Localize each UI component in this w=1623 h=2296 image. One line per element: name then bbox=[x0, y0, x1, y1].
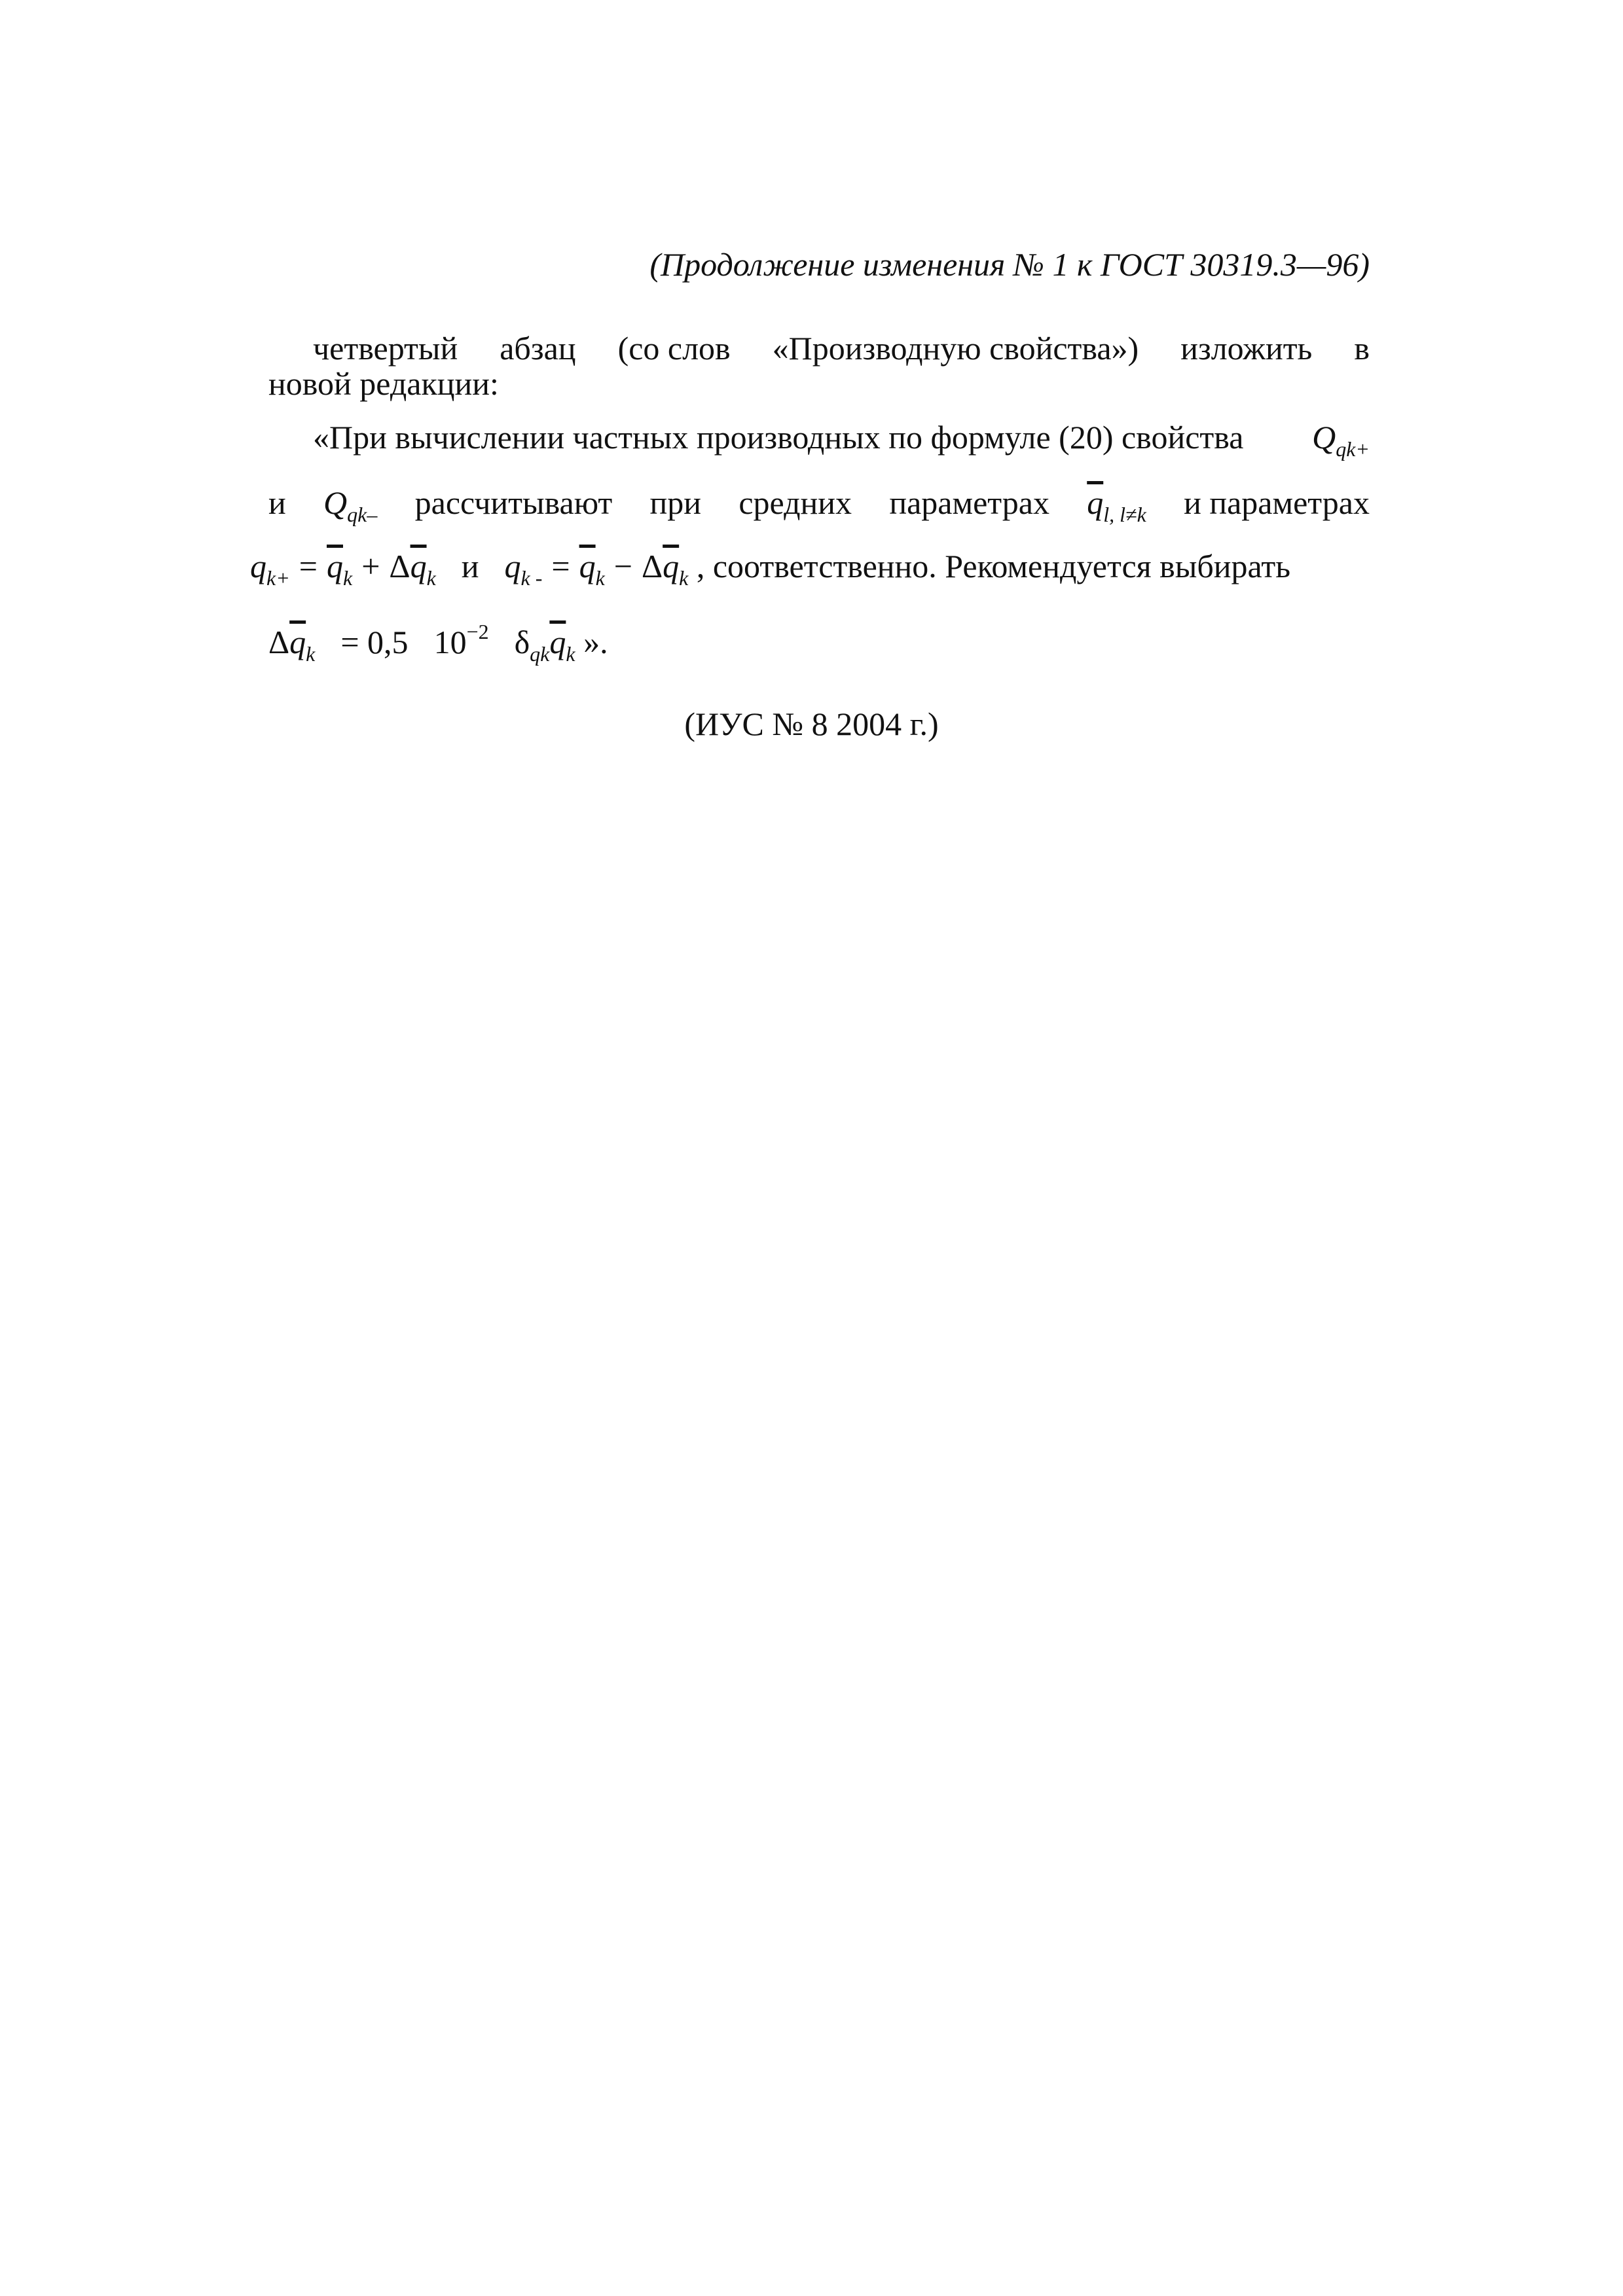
delta-symbol: Δ bbox=[389, 548, 410, 584]
var-q: q bbox=[504, 548, 521, 584]
subscript: qk bbox=[530, 642, 550, 666]
delta-symbol: Δ bbox=[268, 624, 290, 660]
word: рассчитывают bbox=[414, 484, 613, 521]
word: параметрах bbox=[889, 484, 1049, 521]
var-q-bar: $\overline{q}$ bbox=[410, 548, 427, 584]
word: и bbox=[268, 484, 286, 521]
formula-Q-qk-minus bbox=[323, 483, 377, 534]
subscript: k+ bbox=[266, 566, 290, 590]
subscript: l, l≠k bbox=[1103, 503, 1146, 526]
paragraph-2-line-3 bbox=[250, 547, 1290, 598]
var-q-bar: $\overline{q}$ bbox=[1087, 484, 1104, 521]
word: четвертый bbox=[313, 330, 458, 367]
var-q-bar: $\overline{q}$ bbox=[289, 624, 306, 660]
paragraph-2-line-4 bbox=[268, 612, 608, 673]
word: «Производную свойства») bbox=[772, 330, 1139, 367]
var-q: q bbox=[250, 548, 266, 584]
var-q-bar: $\overline{q}$ bbox=[549, 624, 566, 660]
equals-sign: = bbox=[551, 548, 570, 584]
subscript: qk+ bbox=[1336, 437, 1370, 461]
continuation-header: (Продолжение изменения № 1 к ГОСТ 30319.3—96) bbox=[649, 246, 1370, 283]
formula-Q-qk-plus bbox=[1312, 418, 1370, 469]
text-segment: = 0,5 bbox=[340, 624, 409, 660]
word: в bbox=[1354, 330, 1370, 367]
paragraph-2-line-1 bbox=[313, 418, 1370, 469]
formula-q-bar-l bbox=[1087, 483, 1146, 534]
plus-sign: + bbox=[361, 548, 380, 584]
closing-quote: ». bbox=[583, 624, 608, 660]
formula-q-k-plus bbox=[250, 548, 436, 590]
equals-sign: = bbox=[299, 548, 318, 584]
word: изложить bbox=[1180, 330, 1313, 367]
subscript: k bbox=[566, 642, 575, 666]
exponent: −2 bbox=[466, 620, 489, 643]
word: при bbox=[649, 484, 702, 521]
var-Q: Q bbox=[323, 484, 348, 521]
subscript: k bbox=[595, 566, 605, 590]
word: средних bbox=[739, 484, 852, 521]
subscript: k bbox=[679, 566, 689, 590]
source-reference: (ИУС № 8 2004 г.) bbox=[684, 706, 939, 742]
subscript: k - bbox=[520, 566, 543, 590]
subscript: k bbox=[306, 642, 316, 666]
formula-delta-qk-q-bar bbox=[514, 624, 575, 666]
minus-sign: − bbox=[613, 548, 632, 584]
word: и bbox=[461, 548, 479, 584]
var-q-bar: $\overline{q}$ bbox=[579, 548, 596, 584]
text-segment: «При вычислении частных производных по формуле (20) свойства bbox=[313, 419, 1244, 456]
word: (со слов bbox=[617, 330, 731, 367]
paragraph-1-line-1 bbox=[313, 329, 1370, 368]
formula-delta-q-bar bbox=[268, 624, 316, 666]
formula-power-of-ten bbox=[433, 620, 489, 660]
base-ten: 10 bbox=[433, 624, 467, 660]
small-delta-symbol: δ bbox=[514, 624, 530, 660]
paragraph-2-line-2 bbox=[268, 483, 1370, 534]
var-q-bar: $\overline{q}$ bbox=[327, 548, 343, 584]
subscript: qk– bbox=[347, 503, 378, 526]
subscript: k bbox=[426, 566, 436, 590]
word: и параметрах bbox=[1184, 484, 1370, 521]
var-q-bar: $\overline{q}$ bbox=[663, 548, 680, 584]
text-segment: , соответственно. Рекомендуется выбирать bbox=[696, 548, 1291, 584]
formula-q-k-minus bbox=[504, 548, 689, 590]
paragraph-1-line-2: новой редакции: bbox=[268, 365, 499, 402]
word: абзац bbox=[500, 330, 576, 367]
subscript: k bbox=[343, 566, 353, 590]
delta-symbol: Δ bbox=[642, 548, 663, 584]
var-Q: Q bbox=[1312, 419, 1336, 456]
